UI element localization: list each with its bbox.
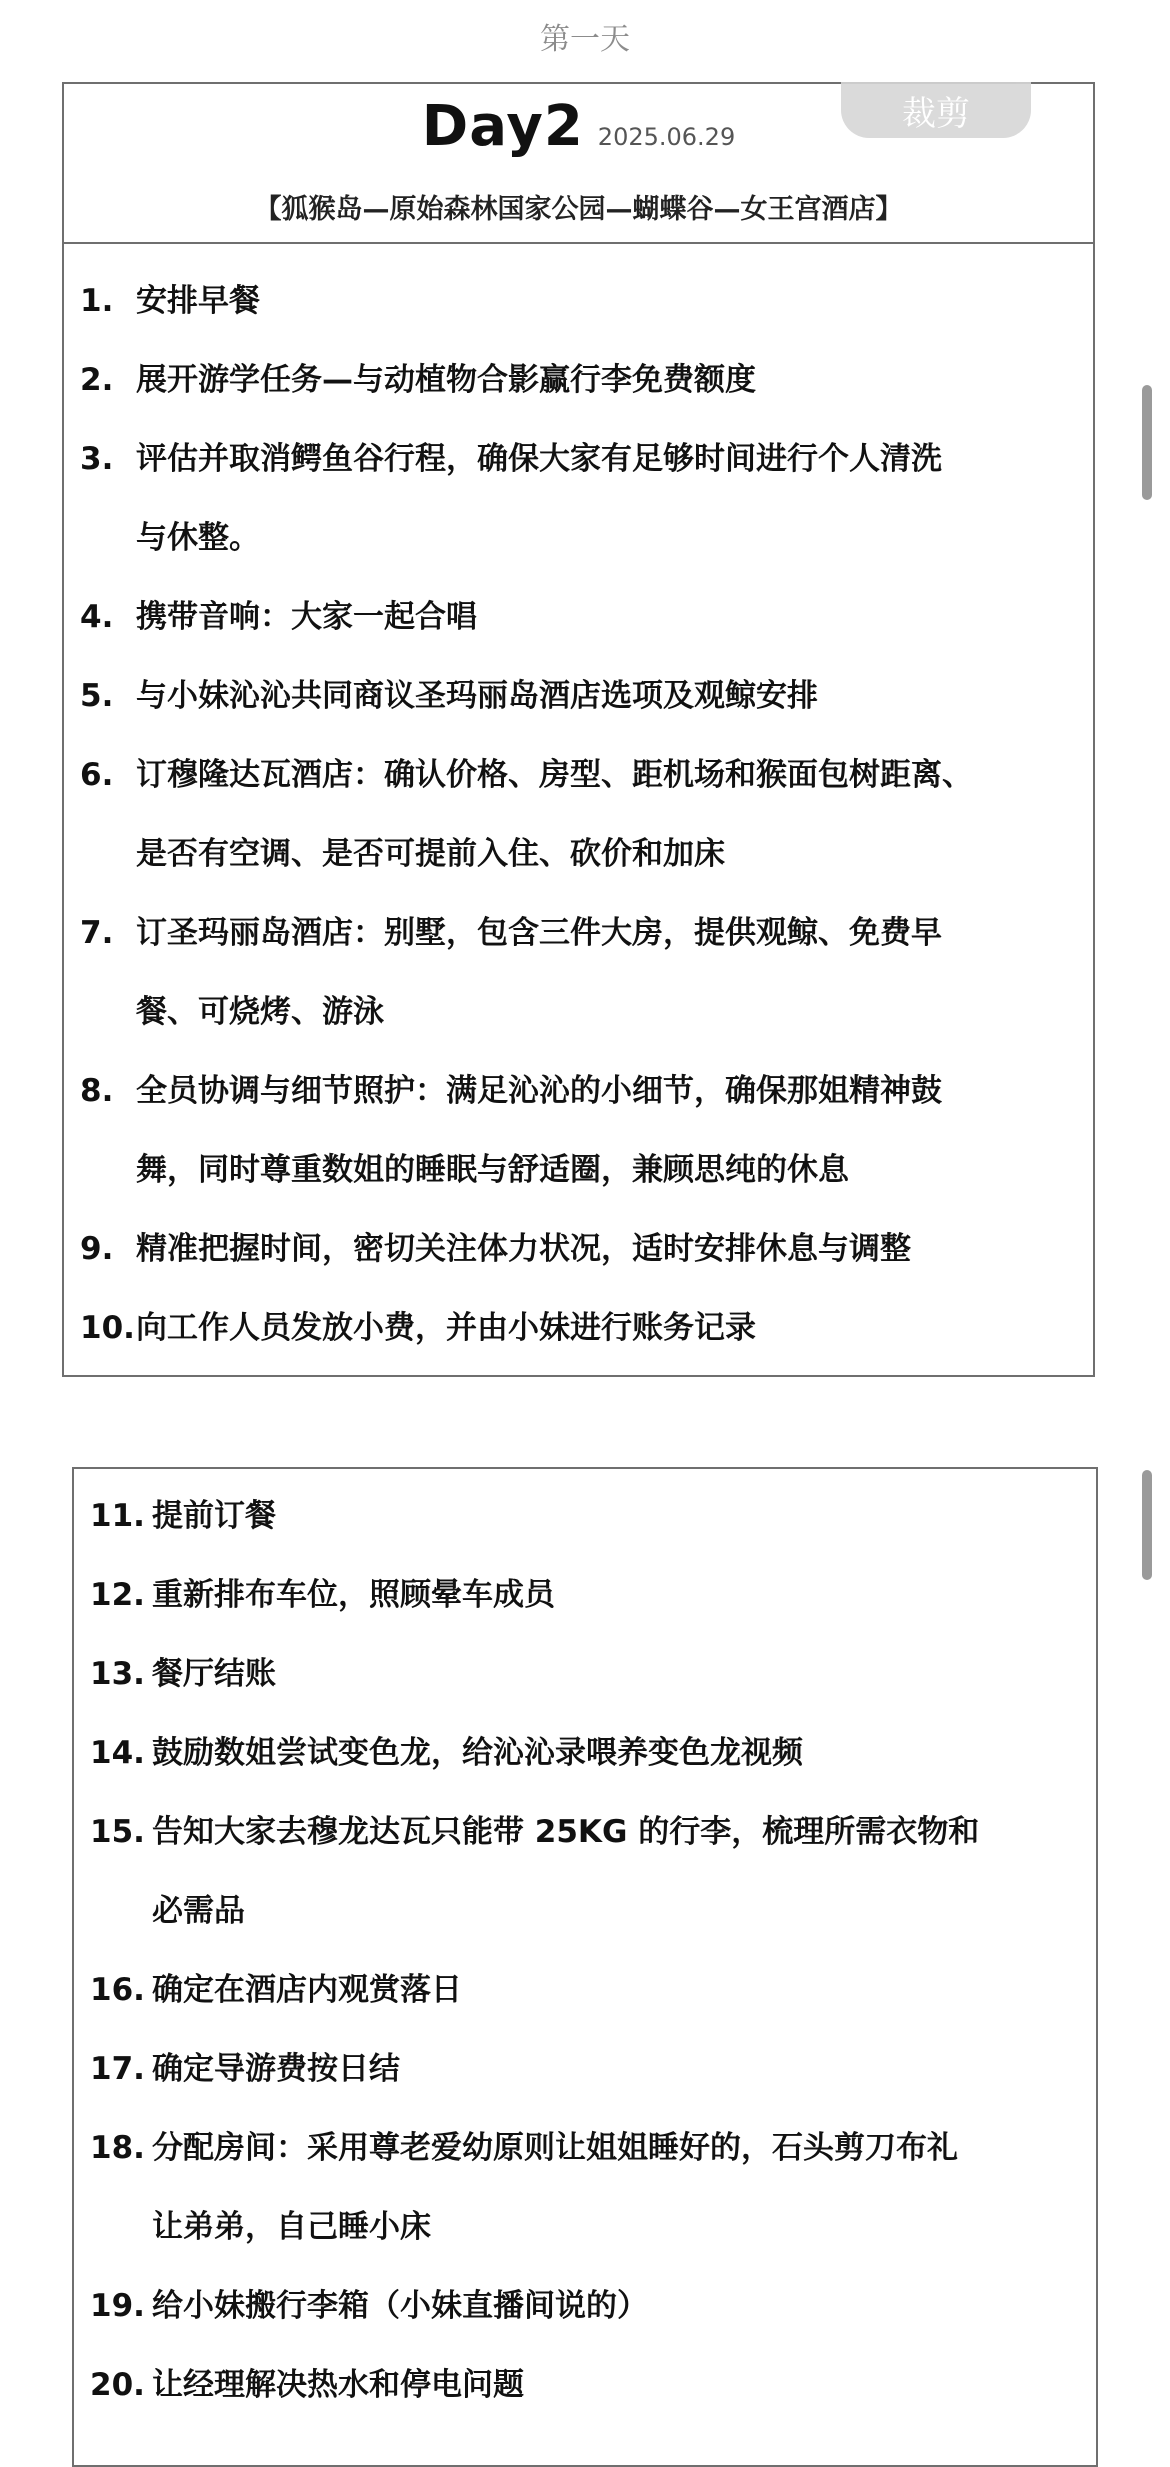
scrollbar-thumb[interactable] (1142, 1470, 1152, 1580)
list-item (90, 1556, 1086, 1635)
item-number: 7. (80, 915, 114, 951)
item-text: 评估并取消鳄鱼谷行程，确保大家有足够时间进行个人清洗 (136, 441, 942, 477)
list-item (90, 1793, 1086, 1872)
item-number (90, 2188, 152, 2267)
list-item (80, 973, 1083, 1052)
list-item (80, 657, 1083, 736)
list-item (80, 1131, 1083, 1210)
list-item (90, 1872, 1086, 1951)
item-number (80, 1131, 136, 1210)
item-text: 鼓励数姐尝试变色龙，给沁沁录喂养变色龙视频 (152, 1735, 803, 1771)
task-list-2 (90, 1477, 1086, 2425)
item-text: 与小妹沁沁共同商议圣玛丽岛酒店选项及观鲸安排 (136, 678, 818, 714)
item-number (80, 815, 136, 894)
list-item (80, 499, 1083, 578)
item-text: 告知大家去穆龙达瓦只能带 25KG 的行李，梳理所需衣物和 (152, 1814, 980, 1850)
day-title: Day2 (421, 94, 584, 159)
list-item (80, 894, 1083, 973)
list-item (90, 2109, 1086, 2188)
list-item (90, 2030, 1086, 2109)
item-text: 全员协调与细节照护：满足沁沁的小细节，确保那姐精神鼓 (136, 1073, 942, 1109)
item-number: 11. (90, 1498, 145, 1534)
item-number: 19. (90, 2288, 145, 2324)
item-text: 是否有空调、是否可提前入住、砍价和加床 (136, 836, 725, 872)
list-item (80, 420, 1083, 499)
item-number: 12. (90, 1577, 145, 1613)
item-number (90, 1872, 152, 1951)
list-item (90, 1477, 1086, 1556)
item-text: 餐、可烧烤、游泳 (136, 994, 384, 1030)
item-number: 8. (80, 1073, 114, 1109)
item-number: 5. (80, 678, 114, 714)
task-list-1 (80, 262, 1083, 1368)
item-number: 20. (90, 2367, 145, 2403)
item-number: 9. (80, 1231, 114, 1267)
item-text: 必需品 (152, 1893, 245, 1929)
item-number: 14. (90, 1735, 145, 1771)
list-item (80, 815, 1083, 894)
list-item (90, 1714, 1086, 1793)
list-item (90, 1635, 1086, 1714)
item-number: 6. (80, 757, 114, 793)
item-number (80, 973, 136, 1052)
item-number: 15. (90, 1814, 145, 1850)
list-item (80, 1052, 1083, 1131)
item-text: 提前订餐 (152, 1498, 276, 1534)
item-text: 舞，同时尊重数姐的睡眠与舒适圈，兼顾思纯的休息 (136, 1152, 849, 1188)
crop-button[interactable]: 裁剪 (841, 82, 1031, 138)
item-number: 4. (80, 599, 114, 635)
item-text: 重新排布车位，照顾晕车成员 (152, 1577, 555, 1613)
itinerary-card-day2 (62, 82, 1095, 1377)
list-item (90, 2346, 1086, 2425)
list-item (80, 736, 1083, 815)
item-number: 17. (90, 2051, 145, 2087)
item-text: 订穆隆达瓦酒店：确认价格、房型、距机场和猴面包树距离、 (136, 757, 973, 793)
item-text: 让经理解决热水和停电问题 (152, 2367, 524, 2403)
scrollbar-thumb[interactable] (1142, 385, 1152, 500)
item-text: 向工作人员发放小费，并由小妹进行账务记录 (136, 1310, 756, 1346)
item-number: 2. (80, 362, 114, 398)
list-item (90, 1951, 1086, 2030)
item-text: 餐厅结账 (152, 1656, 276, 1692)
item-number: 3. (80, 441, 114, 477)
list-item (90, 2267, 1086, 2346)
item-number: 18. (90, 2130, 145, 2166)
card-header (64, 84, 1093, 244)
list-item (80, 578, 1083, 657)
item-number: 10. (80, 1310, 135, 1346)
item-text: 给小妹搬行李箱（小妹直播间说的） (152, 2288, 648, 2324)
item-text: 订圣玛丽岛酒店：别墅，包含三件大房，提供观鲸、免费早 (136, 915, 942, 951)
item-text: 确定在酒店内观赏落日 (152, 1972, 462, 2008)
list-item (80, 1289, 1083, 1368)
list-item (90, 2188, 1086, 2267)
day-date: 2025.06.29 (597, 123, 736, 151)
list-item (80, 341, 1083, 420)
list-item (80, 1210, 1083, 1289)
item-text: 精准把握时间，密切关注体力状况，适时安排休息与调整 (136, 1231, 911, 1267)
item-text: 确定导游费按日结 (152, 2051, 400, 2087)
item-text: 让弟弟，自己睡小床 (152, 2209, 431, 2245)
item-number (80, 499, 136, 578)
item-number: 1. (80, 283, 114, 319)
item-text: 展开游学任务—与动植物合影赢行李免费额度 (136, 362, 756, 398)
item-text: 安排早餐 (136, 283, 260, 319)
route-subtitle: 【狐猴岛—原始森林国家公园—蝴蝶谷—女王宫酒店】 (254, 194, 903, 225)
item-number: 13. (90, 1656, 145, 1692)
item-number: 16. (90, 1972, 145, 2008)
list-item (80, 262, 1083, 341)
item-text: 与休整。 (136, 520, 260, 556)
page-top-label: 第一天 (540, 22, 630, 57)
item-text: 分配房间：采用尊老爱幼原则让姐姐睡好的，石头剪刀布礼 (152, 2130, 958, 2166)
item-text: 携带音响：大家一起合唱 (136, 599, 477, 635)
itinerary-card-continued (72, 1467, 1098, 2467)
